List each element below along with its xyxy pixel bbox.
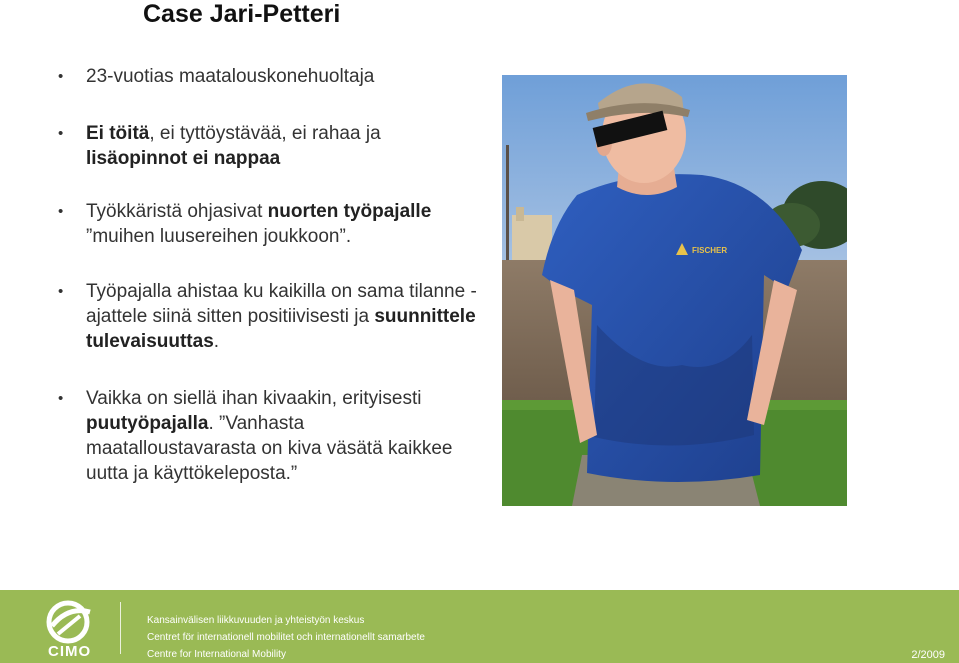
bullet-strong: nuorten työpajalle — [267, 201, 432, 222]
bullet-strong: suunnittele tulevaisuuttas — [86, 306, 476, 352]
slide-title: Case Jari-Petteri — [143, 0, 341, 28]
footer-divider — [120, 602, 121, 654]
bullet-item — [58, 386, 478, 486]
bullet-text: Vaikka on siellä ihan kivaakin, erityisesti — [86, 388, 422, 409]
person-photo-illustration — [502, 75, 847, 506]
footer-bar — [0, 590, 959, 663]
bullet-text: , ei tyttöystävää, ei rahaa ja — [149, 123, 381, 144]
bullet-text: Työkkäristä ohjasivat — [86, 201, 268, 222]
bullet-text: 23-vuotias maatalouskonehuoltaja — [86, 66, 375, 87]
shirt-logo-text: FISCHER — [692, 246, 728, 255]
org-name-fi: Kansainvälisen liikkuvuuden ja yhteistyön keskus — [147, 615, 365, 626]
org-name-sv: Centret för internationell mobilitet och internationellt samarbete — [147, 632, 425, 643]
bullet-list — [58, 64, 478, 486]
bullet-item — [58, 199, 478, 249]
person-photo — [502, 75, 847, 506]
bullet-text: . — [213, 331, 220, 352]
bullet-text: . ”Vanhasta maatalloustavarasta on kiva väsätä kaikkee uutta ja käyttökeleposta.” — [86, 413, 453, 484]
org-name-en: Centre for International Mobility — [147, 649, 286, 660]
logo-text: CIMO — [48, 643, 92, 660]
page-number: 2/2009 — [911, 649, 945, 661]
bullet-item — [58, 64, 478, 89]
bullet-item — [58, 279, 478, 354]
bullet-text: Työpajalla ahistaa ku kaikilla on sama tilanne - ajattele siinä sitten positiivisesti ja — [86, 281, 477, 327]
bullet-text: ”muihen luusereihen joukkoon”. — [86, 226, 352, 247]
bullet-strong: lisäopinnot ei nappaa — [86, 148, 281, 169]
bullet-strong: puutyöpajalla — [86, 413, 209, 434]
bullet-item — [58, 121, 478, 171]
bullet-strong: Ei töitä — [86, 123, 150, 144]
